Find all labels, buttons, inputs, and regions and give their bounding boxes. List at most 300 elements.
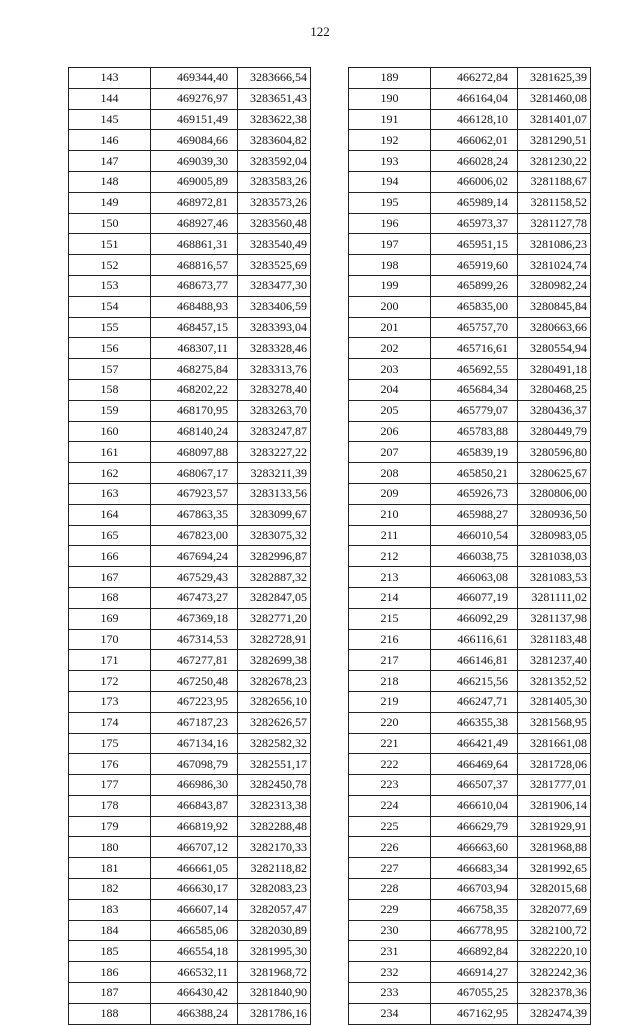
- y-coordinate-cell: 3281038,03: [518, 546, 591, 567]
- x-coordinate-cell: 467923,57: [151, 483, 238, 504]
- point-number-cell: 178: [69, 795, 151, 816]
- table-row: [349, 317, 591, 338]
- point-number-cell: 177: [69, 775, 151, 796]
- point-number-cell: 169: [69, 608, 151, 629]
- point-number-cell: 213: [349, 567, 431, 588]
- x-coordinate-cell: 465988,27: [431, 504, 518, 525]
- table-row: [349, 899, 591, 920]
- y-coordinate-cell: 3283540,49: [238, 234, 311, 255]
- point-number-cell: 183: [69, 899, 151, 920]
- x-coordinate-cell: 466610,04: [431, 795, 518, 816]
- table-row: [69, 629, 311, 650]
- x-coordinate-cell: 468097,88: [151, 442, 238, 463]
- table-row: [349, 733, 591, 754]
- point-number-cell: 221: [349, 733, 431, 754]
- table-row: [69, 941, 311, 962]
- table-row: [349, 192, 591, 213]
- table-row: [349, 338, 591, 359]
- y-coordinate-cell: 3282699,38: [238, 650, 311, 671]
- y-coordinate-cell: 3281230,22: [518, 151, 591, 172]
- point-number-cell: 227: [349, 858, 431, 879]
- point-number-cell: 234: [349, 1003, 431, 1024]
- y-coordinate-cell: 3280806,00: [518, 483, 591, 504]
- y-coordinate-cell: 3281968,88: [518, 837, 591, 858]
- point-number-cell: 184: [69, 920, 151, 941]
- table-row: [349, 795, 591, 816]
- y-coordinate-cell: 3282728,91: [238, 629, 311, 650]
- y-coordinate-cell: 3283075,32: [238, 525, 311, 546]
- x-coordinate-cell: 466063,08: [431, 567, 518, 588]
- point-number-cell: 158: [69, 379, 151, 400]
- table-row: [69, 754, 311, 775]
- table-row: [349, 421, 591, 442]
- y-coordinate-cell: 3282170,33: [238, 837, 311, 858]
- y-coordinate-cell: 3283328,46: [238, 338, 311, 359]
- table-row: [349, 1003, 591, 1024]
- point-number-cell: 214: [349, 587, 431, 608]
- point-number-cell: 179: [69, 816, 151, 837]
- y-coordinate-cell: 3282288,48: [238, 816, 311, 837]
- point-number-cell: 233: [349, 983, 431, 1004]
- table-row: [69, 151, 311, 172]
- x-coordinate-cell: 466607,14: [151, 899, 238, 920]
- table-row: [349, 712, 591, 733]
- table-row: [349, 650, 591, 671]
- x-coordinate-cell: 466663,60: [431, 837, 518, 858]
- point-number-cell: 164: [69, 504, 151, 525]
- table-row: [349, 525, 591, 546]
- point-number-cell: 155: [69, 317, 151, 338]
- y-coordinate-cell: 3281188,67: [518, 171, 591, 192]
- y-coordinate-cell: 3282656,10: [238, 691, 311, 712]
- y-coordinate-cell: 3281183,48: [518, 629, 591, 650]
- x-coordinate-cell: 467314,53: [151, 629, 238, 650]
- y-coordinate-cell: 3281237,40: [518, 650, 591, 671]
- x-coordinate-cell: 466092,29: [431, 608, 518, 629]
- table-row: [69, 317, 311, 338]
- x-coordinate-cell: 465973,37: [431, 213, 518, 234]
- x-coordinate-cell: 467863,35: [151, 504, 238, 525]
- x-coordinate-cell: 468275,84: [151, 359, 238, 380]
- table-row: [69, 255, 311, 276]
- point-number-cell: 165: [69, 525, 151, 546]
- point-number-cell: 180: [69, 837, 151, 858]
- x-coordinate-cell: 469344,40: [151, 68, 238, 89]
- table-row: [349, 775, 591, 796]
- y-coordinate-cell: 3282847,05: [238, 587, 311, 608]
- x-coordinate-cell: 466355,38: [431, 712, 518, 733]
- table-row: [349, 463, 591, 484]
- x-coordinate-cell: 466146,81: [431, 650, 518, 671]
- table-row: [69, 567, 311, 588]
- table-row: [69, 608, 311, 629]
- point-number-cell: 200: [349, 296, 431, 317]
- y-coordinate-cell: 3283099,67: [238, 504, 311, 525]
- x-coordinate-cell: 467134,16: [151, 733, 238, 754]
- table-row: [349, 879, 591, 900]
- y-coordinate-cell: 3281568,95: [518, 712, 591, 733]
- x-coordinate-cell: 468673,77: [151, 275, 238, 296]
- y-coordinate-cell: 3280845,84: [518, 296, 591, 317]
- point-number-cell: 150: [69, 213, 151, 234]
- x-coordinate-cell: 468202,22: [151, 379, 238, 400]
- table-row: [69, 171, 311, 192]
- x-coordinate-cell: 465716,61: [431, 338, 518, 359]
- y-coordinate-cell: 3283211,39: [238, 463, 311, 484]
- y-coordinate-cell: 3282100,72: [518, 920, 591, 941]
- point-number-cell: 223: [349, 775, 431, 796]
- x-coordinate-cell: 467162,95: [431, 1003, 518, 1024]
- point-number-cell: 228: [349, 879, 431, 900]
- x-coordinate-cell: 466430,42: [151, 983, 238, 1004]
- y-coordinate-cell: 3281127,78: [518, 213, 591, 234]
- y-coordinate-cell: 3281777,01: [518, 775, 591, 796]
- x-coordinate-cell: 468861,31: [151, 234, 238, 255]
- point-number-cell: 186: [69, 962, 151, 983]
- point-number-cell: 231: [349, 941, 431, 962]
- y-coordinate-cell: 3281995,30: [238, 941, 311, 962]
- x-coordinate-cell: 468927,46: [151, 213, 238, 234]
- x-coordinate-cell: 465899,26: [431, 275, 518, 296]
- point-number-cell: 168: [69, 587, 151, 608]
- point-number-cell: 189: [349, 68, 431, 89]
- point-number-cell: 161: [69, 442, 151, 463]
- table-row: [69, 130, 311, 151]
- y-coordinate-cell: 3283247,87: [238, 421, 311, 442]
- x-coordinate-cell: 466914,27: [431, 962, 518, 983]
- x-coordinate-cell: 465835,00: [431, 296, 518, 317]
- table-row: [69, 775, 311, 796]
- point-number-cell: 217: [349, 650, 431, 671]
- y-coordinate-cell: 3281086,23: [518, 234, 591, 255]
- table-row: [69, 504, 311, 525]
- table-row: [69, 587, 311, 608]
- y-coordinate-cell: 3283525,69: [238, 255, 311, 276]
- point-number-cell: 191: [349, 109, 431, 130]
- point-number-cell: 175: [69, 733, 151, 754]
- y-coordinate-cell: 3282887,32: [238, 567, 311, 588]
- x-coordinate-cell: 467694,24: [151, 546, 238, 567]
- x-coordinate-cell: 466116,61: [431, 629, 518, 650]
- x-coordinate-cell: 465951,15: [431, 234, 518, 255]
- table-row: [349, 213, 591, 234]
- x-coordinate-cell: 468457,15: [151, 317, 238, 338]
- x-coordinate-cell: 465684,34: [431, 379, 518, 400]
- y-coordinate-cell: 3282626,57: [238, 712, 311, 733]
- y-coordinate-cell: 3281401,07: [518, 109, 591, 130]
- table-row: [69, 213, 311, 234]
- point-number-cell: 167: [69, 567, 151, 588]
- x-coordinate-cell: 466469,64: [431, 754, 518, 775]
- x-coordinate-cell: 466778,95: [431, 920, 518, 941]
- point-number-cell: 225: [349, 816, 431, 837]
- point-number-cell: 210: [349, 504, 431, 525]
- x-coordinate-cell: 465692,55: [431, 359, 518, 380]
- x-coordinate-cell: 468972,81: [151, 192, 238, 213]
- table-row: [69, 359, 311, 380]
- y-coordinate-cell: 3281111,02: [518, 587, 591, 608]
- y-coordinate-cell: 3280625,67: [518, 463, 591, 484]
- table-row: [349, 837, 591, 858]
- table-row: [69, 546, 311, 567]
- x-coordinate-cell: 467098,79: [151, 754, 238, 775]
- table-row: [69, 275, 311, 296]
- y-coordinate-cell: 3282015,68: [518, 879, 591, 900]
- x-coordinate-cell: 466986,30: [151, 775, 238, 796]
- table-row: [349, 234, 591, 255]
- table-row: [349, 962, 591, 983]
- table-row: [69, 379, 311, 400]
- x-coordinate-cell: 467369,18: [151, 608, 238, 629]
- y-coordinate-cell: 3282118,82: [238, 858, 311, 879]
- point-number-cell: 212: [349, 546, 431, 567]
- table-row: [349, 608, 591, 629]
- point-number-cell: 220: [349, 712, 431, 733]
- coordinates-table-left: [68, 67, 311, 1025]
- table-row: [349, 587, 591, 608]
- point-number-cell: 151: [69, 234, 151, 255]
- x-coordinate-cell: 468067,17: [151, 463, 238, 484]
- y-coordinate-cell: 3282582,32: [238, 733, 311, 754]
- point-number-cell: 194: [349, 171, 431, 192]
- table-row: [69, 296, 311, 317]
- point-number-cell: 143: [69, 68, 151, 89]
- y-coordinate-cell: 3282030,89: [238, 920, 311, 941]
- y-coordinate-cell: 3282771,20: [238, 608, 311, 629]
- table-row: [349, 920, 591, 941]
- x-coordinate-cell: 466028,24: [431, 151, 518, 172]
- y-coordinate-cell: 3282083,23: [238, 879, 311, 900]
- y-coordinate-cell: 3281786,16: [238, 1003, 311, 1024]
- x-coordinate-cell: 466554,18: [151, 941, 238, 962]
- point-number-cell: 149: [69, 192, 151, 213]
- y-coordinate-cell: 3282313,38: [238, 795, 311, 816]
- table-row: [69, 733, 311, 754]
- x-coordinate-cell: 467277,81: [151, 650, 238, 671]
- y-coordinate-cell: 3280491,18: [518, 359, 591, 380]
- point-number-cell: 147: [69, 151, 151, 172]
- table-row: [69, 795, 311, 816]
- table-row: [349, 567, 591, 588]
- point-number-cell: 206: [349, 421, 431, 442]
- y-coordinate-cell: 3281992,65: [518, 858, 591, 879]
- x-coordinate-cell: 466892,84: [431, 941, 518, 962]
- table-row: [349, 691, 591, 712]
- table-row: [69, 816, 311, 837]
- table-row: [69, 879, 311, 900]
- table-row: [349, 379, 591, 400]
- y-coordinate-cell: 3281352,52: [518, 671, 591, 692]
- x-coordinate-cell: 469276,97: [151, 88, 238, 109]
- point-number-cell: 166: [69, 546, 151, 567]
- x-coordinate-cell: 466247,71: [431, 691, 518, 712]
- x-coordinate-cell: 466128,10: [431, 109, 518, 130]
- point-number-cell: 190: [349, 88, 431, 109]
- x-coordinate-cell: 469039,30: [151, 151, 238, 172]
- table-row: [69, 234, 311, 255]
- point-number-cell: 229: [349, 899, 431, 920]
- x-coordinate-cell: 466661,05: [151, 858, 238, 879]
- table-row: [349, 442, 591, 463]
- point-number-cell: 201: [349, 317, 431, 338]
- point-number-cell: 187: [69, 983, 151, 1004]
- point-number-cell: 172: [69, 671, 151, 692]
- point-number-cell: 159: [69, 400, 151, 421]
- point-number-cell: 222: [349, 754, 431, 775]
- table-row: [69, 983, 311, 1004]
- y-coordinate-cell: 3281661,08: [518, 733, 591, 754]
- table-row: [349, 88, 591, 109]
- point-number-cell: 192: [349, 130, 431, 151]
- point-number-cell: 218: [349, 671, 431, 692]
- point-number-cell: 208: [349, 463, 431, 484]
- point-number-cell: 171: [69, 650, 151, 671]
- page-number: 122: [310, 24, 330, 39]
- table-row: [349, 816, 591, 837]
- table-row: [69, 691, 311, 712]
- y-coordinate-cell: 3283666,54: [238, 68, 311, 89]
- table-row: [69, 650, 311, 671]
- table-row: [349, 275, 591, 296]
- y-coordinate-cell: 3283592,04: [238, 151, 311, 172]
- x-coordinate-cell: 465779,07: [431, 400, 518, 421]
- point-number-cell: 153: [69, 275, 151, 296]
- point-number-cell: 162: [69, 463, 151, 484]
- y-coordinate-cell: 3283133,56: [238, 483, 311, 504]
- x-coordinate-cell: 466707,12: [151, 837, 238, 858]
- table-row: [349, 359, 591, 380]
- y-coordinate-cell: 3281968,72: [238, 962, 311, 983]
- y-coordinate-cell: 3282378,36: [518, 983, 591, 1004]
- x-coordinate-cell: 465839,19: [431, 442, 518, 463]
- point-number-cell: 173: [69, 691, 151, 712]
- x-coordinate-cell: 468170,95: [151, 400, 238, 421]
- table-row: [69, 899, 311, 920]
- x-coordinate-cell: 466038,75: [431, 546, 518, 567]
- y-coordinate-cell: 3282551,17: [238, 754, 311, 775]
- y-coordinate-cell: 3280663,66: [518, 317, 591, 338]
- table-row: [349, 671, 591, 692]
- point-number-cell: 196: [349, 213, 431, 234]
- y-coordinate-cell: 3283313,76: [238, 359, 311, 380]
- table-row: [349, 629, 591, 650]
- y-coordinate-cell: 3283651,43: [238, 88, 311, 109]
- x-coordinate-cell: 466215,56: [431, 671, 518, 692]
- y-coordinate-cell: 3280936,50: [518, 504, 591, 525]
- x-coordinate-cell: 466062,01: [431, 130, 518, 151]
- point-number-cell: 209: [349, 483, 431, 504]
- table-row: [69, 1003, 311, 1024]
- point-number-cell: 160: [69, 421, 151, 442]
- point-number-cell: 193: [349, 151, 431, 172]
- point-number-cell: 230: [349, 920, 431, 941]
- point-number-cell: 205: [349, 400, 431, 421]
- x-coordinate-cell: 468307,11: [151, 338, 238, 359]
- point-number-cell: 211: [349, 525, 431, 546]
- table-row: [69, 68, 311, 89]
- y-coordinate-cell: 3281625,39: [518, 68, 591, 89]
- x-coordinate-cell: 466272,84: [431, 68, 518, 89]
- y-coordinate-cell: 3282057,47: [238, 899, 311, 920]
- point-number-cell: 226: [349, 837, 431, 858]
- table-row: [349, 983, 591, 1004]
- x-coordinate-cell: 465926,73: [431, 483, 518, 504]
- table-row: [349, 754, 591, 775]
- x-coordinate-cell: 466077,19: [431, 587, 518, 608]
- table-row: [349, 68, 591, 89]
- x-coordinate-cell: 465850,21: [431, 463, 518, 484]
- table-row: [69, 483, 311, 504]
- x-coordinate-cell: 467223,95: [151, 691, 238, 712]
- point-number-cell: 195: [349, 192, 431, 213]
- point-number-cell: 154: [69, 296, 151, 317]
- point-number-cell: 144: [69, 88, 151, 109]
- y-coordinate-cell: 3283560,48: [238, 213, 311, 234]
- point-number-cell: 198: [349, 255, 431, 276]
- y-coordinate-cell: 3281083,53: [518, 567, 591, 588]
- x-coordinate-cell: 466388,24: [151, 1003, 238, 1024]
- y-coordinate-cell: 3283477,30: [238, 275, 311, 296]
- y-coordinate-cell: 3281290,51: [518, 130, 591, 151]
- point-number-cell: 215: [349, 608, 431, 629]
- x-coordinate-cell: 466010,54: [431, 525, 518, 546]
- y-coordinate-cell: 3283227,22: [238, 442, 311, 463]
- table-row: [349, 400, 591, 421]
- table-row: [349, 941, 591, 962]
- x-coordinate-cell: 466630,17: [151, 879, 238, 900]
- y-coordinate-cell: 3281137,98: [518, 608, 591, 629]
- table-row: [349, 130, 591, 151]
- y-coordinate-cell: 3283393,04: [238, 317, 311, 338]
- point-number-cell: 224: [349, 795, 431, 816]
- x-coordinate-cell: 469151,49: [151, 109, 238, 130]
- point-number-cell: 174: [69, 712, 151, 733]
- x-coordinate-cell: 465757,70: [431, 317, 518, 338]
- table-row: [349, 546, 591, 567]
- x-coordinate-cell: 469084,66: [151, 130, 238, 151]
- x-coordinate-cell: 467473,27: [151, 587, 238, 608]
- table-row: [349, 255, 591, 276]
- y-coordinate-cell: 3280596,80: [518, 442, 591, 463]
- x-coordinate-cell: 468488,93: [151, 296, 238, 317]
- table-row: [349, 171, 591, 192]
- point-number-cell: 203: [349, 359, 431, 380]
- x-coordinate-cell: 465919,60: [431, 255, 518, 276]
- y-coordinate-cell: 3281158,52: [518, 192, 591, 213]
- x-coordinate-cell: 466164,04: [431, 88, 518, 109]
- table-row: [349, 504, 591, 525]
- y-coordinate-cell: 3280983,05: [518, 525, 591, 546]
- x-coordinate-cell: 467823,00: [151, 525, 238, 546]
- y-coordinate-cell: 3282242,36: [518, 962, 591, 983]
- point-number-cell: 188: [69, 1003, 151, 1024]
- table-row: [69, 338, 311, 359]
- table-row: [349, 151, 591, 172]
- x-coordinate-cell: 469005,89: [151, 171, 238, 192]
- x-coordinate-cell: 465989,14: [431, 192, 518, 213]
- y-coordinate-cell: 3281840,90: [238, 983, 311, 1004]
- x-coordinate-cell: 467055,25: [431, 983, 518, 1004]
- point-number-cell: 163: [69, 483, 151, 504]
- x-coordinate-cell: 466532,11: [151, 962, 238, 983]
- table-row: [349, 483, 591, 504]
- y-coordinate-cell: 3282077,69: [518, 899, 591, 920]
- x-coordinate-cell: 466843,87: [151, 795, 238, 816]
- table-row: [349, 109, 591, 130]
- y-coordinate-cell: 3283604,82: [238, 130, 311, 151]
- y-coordinate-cell: 3282450,78: [238, 775, 311, 796]
- point-number-cell: 145: [69, 109, 151, 130]
